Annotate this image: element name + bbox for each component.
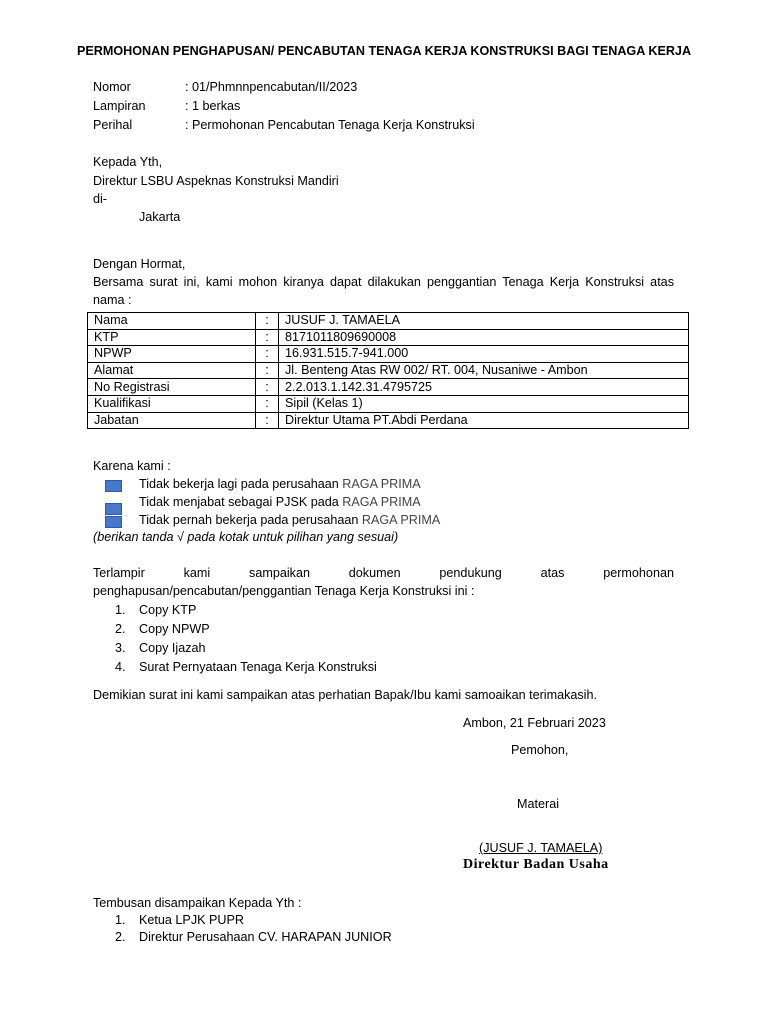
reason-2-company: RAGA PRIMA (342, 495, 421, 509)
table-row (88, 362, 689, 379)
row-value: JUSUF J. TAMAELA (279, 313, 689, 330)
row-label: KTP (88, 329, 256, 346)
letter-title: PERMOHONAN PENGHAPUSAN/ PENCABUTAN TENAGA KERJA KONSTRUKSI BAGI TENAGA KERJA (76, 44, 692, 58)
attachment-num: 1. (115, 603, 126, 617)
reason-1-text: Tidak bekerja lagi pada perusahaan (139, 477, 343, 491)
closing-text: Demikian surat ini kami sampaikan atas perhatian Bapak/Ibu kami samoaikan terimakasih. (93, 688, 597, 702)
reason-1 (139, 477, 421, 493)
attachments-word: permohonan (603, 566, 674, 580)
recipient-name: Direktur LSBU Aspeknas Konstruksi Mandiri (93, 174, 339, 188)
row-sep: : (256, 412, 279, 429)
attachment-item: Copy Ijazah (139, 641, 206, 655)
attachment-num: 4. (115, 660, 126, 674)
row-value: Sipil (Kelas 1) (279, 395, 689, 412)
row-value: 2.2.013.1.142.31.4795725 (279, 379, 689, 396)
row-sep: : (256, 329, 279, 346)
cc-heading: Tembusan disampaikan Kepada Yth : (93, 896, 302, 910)
reason-3-company: RAGA PRIMA (361, 513, 441, 527)
meta-label-perihal: Perihal (93, 118, 133, 132)
row-label: NPWP (88, 346, 256, 363)
row-value: 8171011809690008 (279, 329, 689, 346)
row-value: Direktur Utama PT.Abdi Perdana (279, 412, 689, 429)
meta-label-nomor: Nomor (93, 80, 131, 94)
row-label: No Registrasi (88, 379, 256, 396)
row-sep: : (256, 395, 279, 412)
row-sep: : (256, 362, 279, 379)
salutation: Dengan Hormat, (93, 257, 186, 271)
row-sep: : (256, 379, 279, 396)
attachments-word: kami (183, 566, 211, 580)
cc-num: 2. (115, 930, 126, 944)
attachments-line-1 (93, 566, 674, 582)
recipient-city: Jakarta (139, 210, 181, 224)
identity-table (87, 312, 689, 429)
meta-value-nomor: : 01/Phmnnpencabutan/II/2023 (185, 80, 358, 94)
row-value: 16.931.515.7-941.000 (279, 346, 689, 363)
reason-2-text: Tidak menjabat sebagai PJSK pada (139, 495, 343, 509)
row-label: Alamat (88, 362, 256, 379)
signer-name: (JUSUF J. TAMAELA) (479, 841, 603, 855)
recipient-greeting: Kepada Yth, (93, 155, 163, 169)
opening-line-2: nama : (93, 293, 132, 307)
attachments-word: Terlampir (93, 566, 145, 580)
cc-item: Direktur Perusahaan CV. HARAPAN JUNIOR (139, 930, 392, 944)
row-label: Jabatan (88, 412, 256, 429)
meta-label-lampiran: Lampiran (93, 99, 146, 113)
table-row (88, 395, 689, 412)
checkbox-reason-1[interactable] (105, 480, 122, 492)
table-row (88, 346, 689, 363)
signer-role: Pemohon, (511, 743, 569, 757)
attachment-item: Copy KTP (139, 603, 197, 617)
table-row (88, 412, 689, 429)
cc-num: 1. (115, 913, 126, 927)
attachments-word: sampaikan (249, 566, 310, 580)
table-row (88, 329, 689, 346)
meta-value-perihal: : Permohonan Pencabutan Tenaga Kerja Konstruksi (185, 118, 475, 132)
reason-3-text: Tidak pernah bekerja pada perusahaan (139, 513, 362, 527)
attachment-item: Copy NPWP (139, 622, 210, 636)
meta-value-lampiran: : 1 berkas (185, 99, 241, 113)
attachments-word: atas (540, 566, 565, 580)
reason-3 (139, 513, 440, 529)
opening-line-1: Bersama surat ini, kami mohon kiranya dapat dilakukan penggantian Tenaga Kerja Konstruksi atas (93, 275, 674, 289)
reason-2 (139, 495, 421, 511)
attachments-line-2: penghapusan/pencabutan/penggantian Tenaga Kerja Konstruksi ini : (93, 584, 475, 598)
row-label: Kualifikasi (88, 395, 256, 412)
checkbox-reason-2[interactable] (105, 503, 122, 515)
recipient-di: di- (93, 192, 107, 206)
row-sep: : (256, 346, 279, 363)
row-label: Nama (88, 313, 256, 330)
signer-title: Direktur Badan Usaha (463, 857, 609, 872)
attachments-word: dokumen (348, 566, 401, 580)
reasons-note: (berikan tanda √ pada kotak untuk pilihan yang sesuai) (93, 530, 399, 544)
stamp-label: Materai (517, 797, 559, 811)
table-row (88, 379, 689, 396)
place-date: Ambon, 21 Februari 2023 (463, 716, 606, 730)
reasons-heading: Karena kami : (93, 459, 171, 473)
reason-1-company: RAGA PRIMA (342, 477, 421, 491)
row-value: Jl. Benteng Atas RW 002/ RT. 004, Nusaniwe - Ambon (279, 362, 689, 379)
cc-item: Ketua LPJK PUPR (139, 913, 244, 927)
checkbox-reason-3[interactable] (105, 516, 122, 528)
attachment-num: 3. (115, 641, 126, 655)
attachments-word: pendukung (439, 566, 502, 580)
attachment-num: 2. (115, 622, 126, 636)
table-row (88, 313, 689, 330)
attachment-item: Surat Pernyataan Tenaga Kerja Konstruksi (139, 660, 377, 674)
row-sep: : (256, 313, 279, 330)
